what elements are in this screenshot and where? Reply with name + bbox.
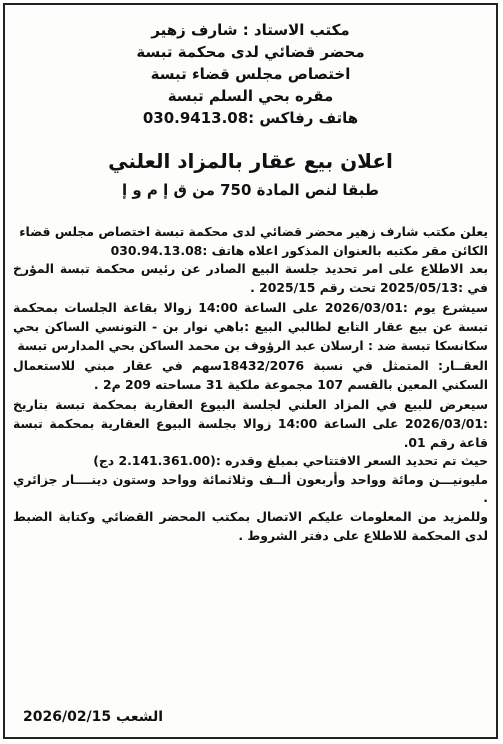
office-jurisdiction: اختصاص مجلس قضاء تبسة	[150, 65, 351, 83]
announcement-frame	[3, 3, 498, 739]
paragraph-price-words: مليونيـــن ومائة وواحد وأربعون ألــف وثلاثمائة وواحد وستون دينــــار جزائري .	[13, 471, 488, 506]
paragraph-sale-parties: سيشرع يوم :2026/03/01 على الساعة 14:00 زوالا بقاعة الجلسات بمحكمة تبسة عن بيع عقار التابع لطالبي البيع :باهي نوار بن - التونسي الساكن بحي سكانسكا تبسة ضد : ارسلان عبد الرؤوف بن محمد الساكن بحي المدارس تبسة	[13, 300, 489, 353]
office-name: مكتب الاستاد : شارف زهير	[151, 21, 350, 39]
office-role: محضر قضائي لدى محكمة تبسة	[136, 43, 365, 61]
paragraph-auction-session: سيعرض للبيع في المزاد العلني لجلسة البيوع العقارية بمحكمة تبسة بتاريخ :2026/03/01 على الساعة 14:00 زوالا بجلسة البيوع العقارية بمحكمة تبسة قاعة رقم 01.	[13, 397, 488, 450]
announcement-subtitle: طبقا لنص المادة 750 من ق إ م و إ	[121, 181, 380, 199]
office-phone: هاتف رفاكس :030.9413.08	[142, 109, 359, 127]
office-address: مقره بحي السلم تبسة	[167, 87, 334, 105]
paragraph-contact: وللمزيد من المعلومات عليكم الاتصال بمكتب المحضر القضائي وكتابة الضبط لدى المحكمة للاطلاع على دفتر الشروط .	[13, 508, 488, 543]
paragraph-intro: يعلن مكتب شارف زهير محضر قضائي لدى محكمة تبسة اختصاص مجلس قضاء	[19, 224, 488, 239]
office-header	[5, 19, 496, 129]
announcement-title: اعلان بيع عقار بالمزاد العلني	[108, 149, 393, 173]
publication-footer: الشعب 2026/02/15	[23, 709, 164, 725]
announcement-body	[5, 223, 496, 545]
paragraph-court-order: بعد الاطلاع على امر تحديد جلسة البيع الصادر عن رئيس محكمة تبسة المؤرخ في :2025/05/13 تحت رقم 2025/15 .	[13, 261, 488, 295]
paragraph-opening-price: حيث تم تحديد السعر الافتتاحي بمبلغ وقدره :(2.141.361.00 دج)	[93, 453, 488, 469]
paragraph-office-phone: الكائن مقر مكتبه بالعنوان المذكور اعلاه هاتف :030.94.13.08	[110, 242, 488, 258]
paragraph-property: العقــار: المتمثل في نسبة 18432/2076سهم في عقار مبني للاستعمال السكني المعين بالقسم 107 مجموعة ملكية 31 مساحته 209 م2 .	[13, 358, 488, 392]
